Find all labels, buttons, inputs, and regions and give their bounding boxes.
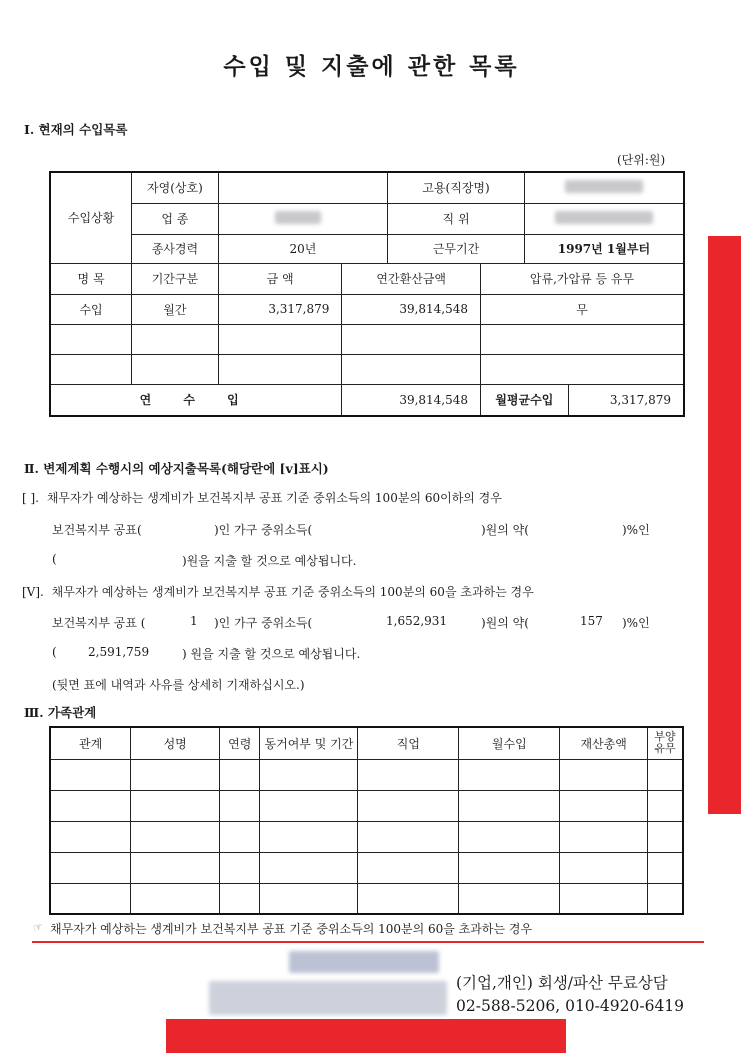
family-cell	[131, 790, 220, 821]
option1-line2-b: )인 가구 중위소득(	[214, 523, 313, 537]
industry-label: 업 종	[132, 203, 219, 234]
monthly-avg-label: 월평균수입	[481, 384, 569, 416]
col-amount: 금 액	[218, 263, 342, 294]
family-col-7: 부양 유무	[648, 727, 683, 759]
option2-line3-b: ) 원을 지출 할 것으로 예상됩니다.	[182, 647, 361, 661]
empty-row	[50, 354, 684, 384]
col-seizure: 압류,가압류 등 유무	[481, 263, 684, 294]
empty-row	[50, 324, 684, 354]
income-table	[49, 171, 685, 417]
family-col-6: 재산총액	[560, 727, 648, 759]
family-cell	[358, 821, 459, 852]
option2-line2-b: )인 가구 중위소득(	[214, 616, 313, 630]
option2-checkbox: [V].	[22, 585, 44, 599]
option2-line1	[22, 583, 534, 600]
red-bottom-bar	[166, 1019, 566, 1053]
industry-value	[218, 203, 388, 234]
contact-block	[456, 972, 684, 1018]
hand-icon: ☞	[31, 920, 44, 935]
family-row	[50, 883, 683, 914]
option2-line2-d: )%인	[622, 616, 650, 630]
option2-text: 채무자가 예상하는 생계비가 보건복지부 공표 기준 중위소득의 100분의 60을 초과하는 경우	[51, 585, 534, 599]
option1-line2-c: )원의 약(	[481, 523, 529, 537]
family-col-1: 성명	[131, 727, 220, 759]
family-col-5: 월수입	[459, 727, 560, 759]
family-cell	[260, 821, 358, 852]
monthly-avg-value: 3,317,879	[568, 384, 684, 416]
career-value: 20년	[218, 234, 388, 263]
family-row	[50, 821, 683, 852]
red-side-bar	[708, 236, 741, 814]
family-col-2: 연령	[220, 727, 260, 759]
family-cell	[50, 883, 131, 914]
family-cell	[358, 759, 459, 790]
family-cell	[459, 759, 560, 790]
family-cell	[560, 790, 648, 821]
family-cell	[560, 821, 648, 852]
family-row	[50, 759, 683, 790]
family-cell	[560, 883, 648, 914]
redacted-position	[555, 211, 653, 224]
option2-percent: 157	[580, 614, 603, 628]
option2-household: 1	[190, 614, 198, 628]
family-row	[50, 852, 683, 883]
family-cell	[358, 852, 459, 883]
option2-median: 1,652,931	[386, 614, 448, 628]
employer-label: 고용(직장명)	[388, 172, 525, 203]
period-value: 1997년 1월부터	[524, 234, 684, 263]
redacted-industry	[275, 211, 321, 224]
self-employed-value	[218, 172, 388, 203]
unit-label: (단위:원)	[617, 153, 666, 167]
option2-line2-a: 보건복지부 공표 (	[52, 616, 146, 630]
family-cell	[560, 759, 648, 790]
family-cell	[648, 821, 683, 852]
family-cell	[459, 883, 560, 914]
family-cell	[220, 852, 260, 883]
option1-checkbox: [ ].	[22, 491, 39, 505]
family-col-4: 직업	[358, 727, 459, 759]
family-cell	[648, 759, 683, 790]
family-cell	[50, 852, 131, 883]
redacted-employer	[565, 180, 643, 193]
family-cell	[358, 790, 459, 821]
option1-line2-a: 보건복지부 공표(	[52, 523, 142, 537]
family-cell	[260, 790, 358, 821]
income-status-label: 수입상황	[50, 172, 132, 263]
family-cell	[50, 790, 131, 821]
family-row	[50, 790, 683, 821]
family-cell	[260, 852, 358, 883]
option2-line2-c: )원의 약(	[481, 616, 529, 630]
total-label: 연 수 입	[50, 384, 342, 416]
family-cell	[220, 790, 260, 821]
income-item: 수입	[50, 294, 132, 324]
family-col-0: 관계	[50, 727, 131, 759]
red-divider	[32, 941, 704, 943]
family-cell	[220, 759, 260, 790]
family-cell	[260, 883, 358, 914]
income-annual: 39,814,548	[342, 294, 481, 324]
option2-line3-a: (	[52, 645, 57, 659]
family-cell	[358, 883, 459, 914]
family-cell	[131, 852, 220, 883]
career-label: 종사경력	[132, 234, 219, 263]
footer-text: 채무자가 예상하는 생계비가 보건복지부 공표 기준 중위소득의 100분의 60을 초과하는 경우	[50, 922, 533, 936]
family-cell	[648, 852, 683, 883]
section2-note: (뒷면 표에 내역과 사유를 상세히 기재하십시오.)	[52, 678, 305, 692]
position-value	[524, 203, 684, 234]
family-cell	[260, 759, 358, 790]
family-col-3: 동거여부 및 기간	[260, 727, 358, 759]
income-period: 월간	[132, 294, 219, 324]
contact-line1: (기업,개인) 회생/파산 무료상담	[456, 974, 668, 992]
option1-line3-b: )원을 지출 할 것으로 예상됩니다.	[182, 554, 357, 568]
option1-text: 채무자가 예상하는 생계비가 보건복지부 공표 기준 중위소득의 100분의 60이하의 경우	[46, 491, 502, 505]
self-employed-label: 자영(상호)	[132, 172, 219, 203]
section1-heading: Ⅰ. 현재의 수입목록	[24, 122, 128, 137]
family-cell	[131, 821, 220, 852]
income-amount: 3,317,879	[218, 294, 342, 324]
contact-line2: 02-588-5206, 010-4920-6419	[456, 997, 685, 1015]
option1-line1	[22, 489, 502, 506]
family-cell	[220, 821, 260, 852]
section2-heading: Ⅱ. 변제계획 수행시의 예상지출목록(해당란에 [v]표시)	[24, 461, 329, 476]
family-cell	[560, 852, 648, 883]
option1-line3-a: (	[52, 552, 57, 566]
family-table-header	[50, 727, 683, 759]
option2-amount: 2,591,759	[88, 645, 150, 659]
family-cell	[459, 790, 560, 821]
family-cell	[50, 821, 131, 852]
col-annual: 연간환산금액	[342, 263, 481, 294]
family-table	[49, 726, 684, 915]
col-item: 명 목	[50, 263, 132, 294]
family-cell	[459, 852, 560, 883]
period-label: 근무기간	[388, 234, 525, 263]
family-cell	[648, 790, 683, 821]
blurred-logo	[289, 951, 439, 973]
option1-line2-d: )%인	[622, 523, 650, 537]
family-cell	[131, 759, 220, 790]
family-cell	[459, 821, 560, 852]
income-seizure: 무	[481, 294, 684, 324]
blurred-watermark	[209, 981, 447, 1015]
family-cell	[131, 883, 220, 914]
position-label: 직 위	[388, 203, 525, 234]
employer-value	[524, 172, 684, 203]
family-cell	[220, 883, 260, 914]
family-cell	[50, 759, 131, 790]
col-period-type: 기간구분	[132, 263, 219, 294]
section3-heading: Ⅲ. 가족관계	[24, 705, 97, 720]
total-value: 39,814,548	[342, 384, 481, 416]
family-cell	[648, 883, 683, 914]
document-title: 수입 및 지출에 관한 목록	[223, 53, 520, 80]
